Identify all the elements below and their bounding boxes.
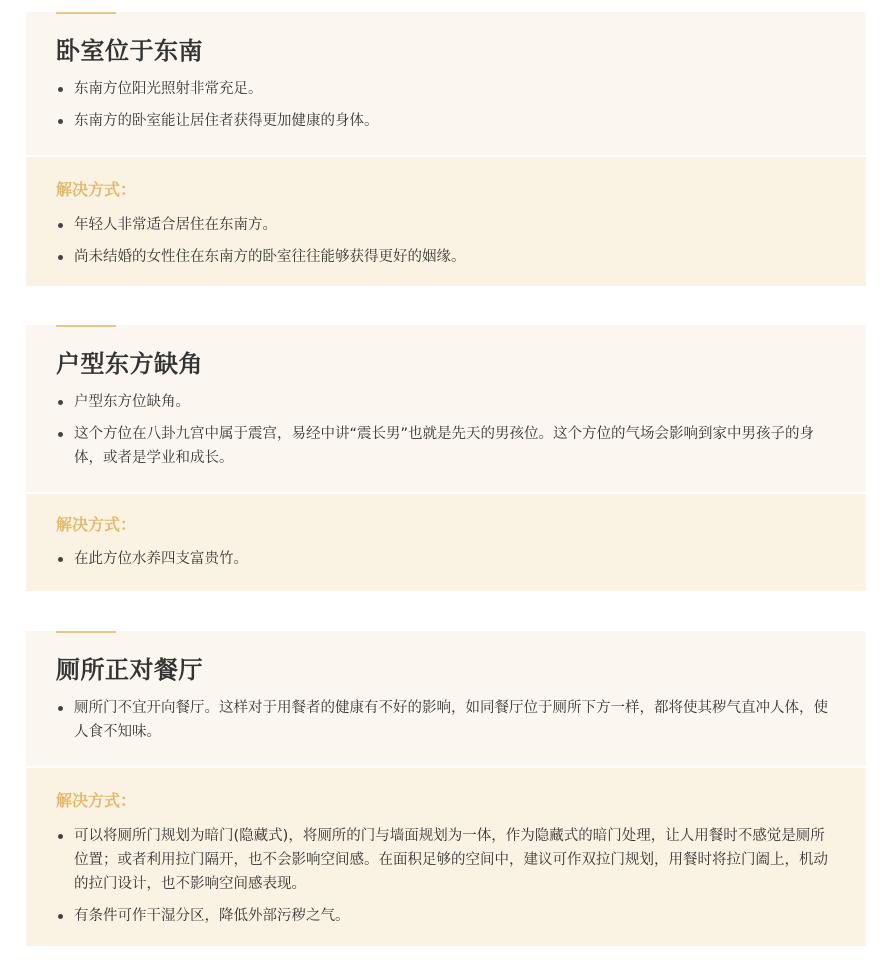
section-card-bedroom-southeast bbox=[26, 12, 866, 286]
list-item: 尚未结婚的女性住在东南方的卧室往往能够获得更好的姻缘。 bbox=[56, 245, 836, 269]
list-item: 可以将厕所门规划为暗门(隐藏式)，将厕所的门与墙面规划为一体，作为隐藏式的暗门处理，让人用餐时不感觉是厕所位置；或者利用拉门隔开，也不会影响空间感。在面积足够的空间中，建议可作双拉门规划，用餐时将拉门阖上，机动的拉门设计，也不影响空间感表现。 bbox=[56, 824, 836, 896]
point-list bbox=[56, 77, 836, 133]
section-title: 厕所正对餐厅 bbox=[56, 656, 203, 684]
section-card-toilet-facing-dining bbox=[26, 631, 866, 946]
accent-line bbox=[56, 12, 116, 14]
section-body bbox=[26, 325, 866, 492]
solution-label: 解决方式： bbox=[56, 791, 137, 810]
list-item: 户型东方位缺角。 bbox=[56, 390, 836, 414]
solution-list bbox=[56, 547, 836, 571]
section-title: 户型东方缺角 bbox=[56, 350, 203, 378]
list-item: 厕所门不宜开向餐厅。这样对于用餐者的健康有不好的影响，如同餐厅位于厕所下方一样，都将使其秽气直冲人体，使人食不知味。 bbox=[56, 696, 836, 744]
list-item: 这个方位在八卦九宫中属于震宫，易经中讲“震长男”也就是先天的男孩位。这个方位的气场会影响到家中男孩子的身体，或者是学业和成长。 bbox=[56, 422, 836, 470]
list-item: 年轻人非常适合居住在东南方。 bbox=[56, 213, 836, 237]
solution-block bbox=[26, 766, 866, 946]
solution-list bbox=[56, 824, 836, 928]
solution-label: 解决方式： bbox=[56, 515, 137, 534]
list-item: 东南方的卧室能让居住者获得更加健康的身体。 bbox=[56, 109, 836, 133]
solution-block bbox=[26, 492, 866, 591]
solution-list bbox=[56, 213, 836, 269]
list-item: 东南方位阳光照射非常充足。 bbox=[56, 77, 836, 101]
point-list bbox=[56, 696, 836, 744]
section-body bbox=[26, 631, 866, 766]
section-title: 卧室位于东南 bbox=[56, 37, 203, 65]
point-list bbox=[56, 390, 836, 470]
solution-label: 解决方式： bbox=[56, 180, 137, 199]
list-item: 在此方位水养四支富贵竹。 bbox=[56, 547, 836, 571]
solution-block bbox=[26, 155, 866, 286]
section-card-east-missing-corner bbox=[26, 325, 866, 591]
accent-line bbox=[56, 325, 116, 327]
list-item: 有条件可作干湿分区，降低外部污秽之气。 bbox=[56, 904, 836, 928]
accent-line bbox=[56, 631, 116, 633]
section-body bbox=[26, 12, 866, 155]
